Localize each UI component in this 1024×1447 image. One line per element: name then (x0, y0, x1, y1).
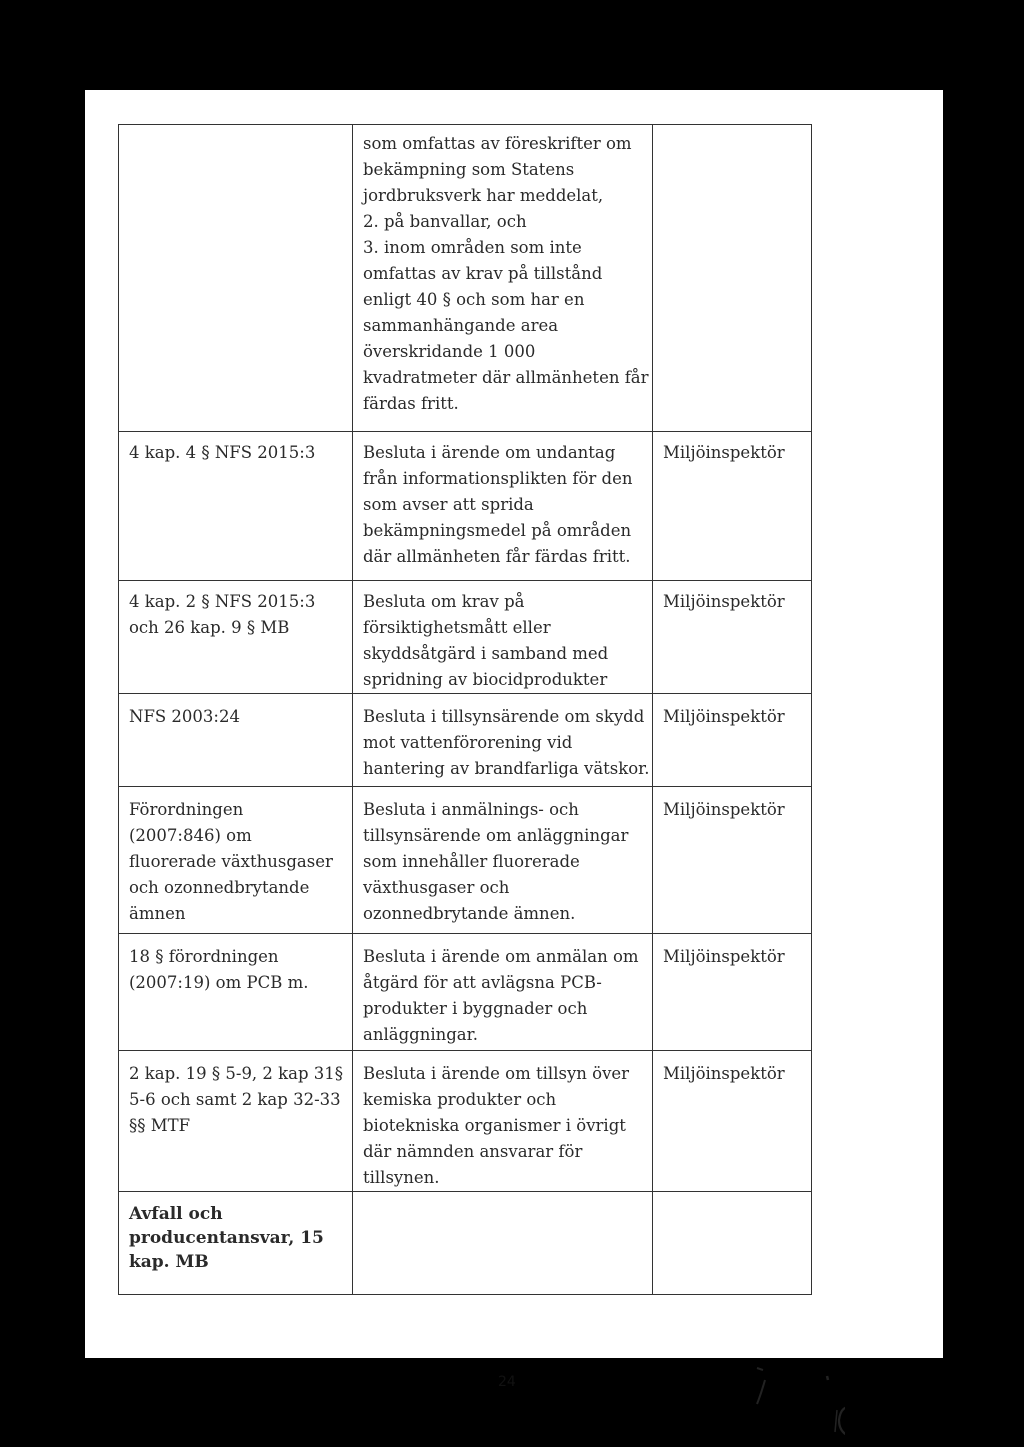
decision-cell: Besluta i ärende om tillsyn över kemiska produkter och biotekniska organismer i övrigt där nämnden ansvarar för tillsynen. (353, 1051, 653, 1192)
decision-cell: Besluta i ärende om anmälan om åtgärd för att avlägsna PCB- produkter i byggnader och anläggningar. (353, 934, 653, 1051)
table-row (119, 934, 812, 1051)
section-heading-cell: Avfall och producentansvar, 15 kap. MB (119, 1192, 353, 1295)
decision-cell (353, 1192, 653, 1295)
decision-cell: Besluta om krav på försiktighetsmått eller skyddsåtgärd i samband med spridning av biocidprodukter (353, 581, 653, 694)
delegate-cell (653, 125, 812, 432)
law-cell: 4 kap. 4 § NFS 2015:3 (119, 432, 353, 581)
delegate-cell: Miljöinspektör (653, 934, 812, 1051)
delegate-cell (653, 1192, 812, 1295)
delegate-cell: Miljöinspektör (653, 581, 812, 694)
law-cell: NFS 2003:24 (119, 694, 353, 787)
table-row (119, 787, 812, 934)
decision-cell: som omfattas av föreskrifter om bekämpning som Statens jordbruksverk har meddelat, 2. på banvallar, och 3. inom områden som inte omfattas av krav på tillstånd enligt 40 § och som har en sammanhängande area överskridande 1 000 kvadratmeter där allmänheten får färdas fritt. (353, 125, 653, 432)
decision-cell: Besluta i tillsynsärende om skydd mot vattenförorening vid hantering av brandfarliga vätskor. (353, 694, 653, 787)
law-cell: 4 kap. 2 § NFS 2015:3 och 26 kap. 9 § MB (119, 581, 353, 694)
decision-cell: Besluta i anmälnings- och tillsynsärende om anläggningar som innehåller fluorerade växthusgaser och ozonnedbrytande ämnen. (353, 787, 653, 934)
table-row (119, 581, 812, 694)
law-cell: Förordningen (2007:846) om fluorerade växthusgaser och ozonnedbrytande ämnen (119, 787, 353, 934)
decision-cell: Besluta i ärende om undantag från informationsplikten för den som avser att sprida bekämpningsmedel på områden där allmänheten får färdas fritt. (353, 432, 653, 581)
law-cell: 18 § förordningen (2007:19) om PCB m. (119, 934, 353, 1051)
table-row (119, 125, 812, 432)
table-row (119, 432, 812, 581)
delegate-cell: Miljöinspektör (653, 432, 812, 581)
table-row (119, 1051, 812, 1192)
handwritten-mark-icon (735, 1360, 845, 1440)
law-cell (119, 125, 353, 432)
table-row (119, 1192, 812, 1295)
law-cell: 2 kap. 19 § 5-9, 2 kap 31§ 5-6 och samt 2 kap 32-33 §§ MTF (119, 1051, 353, 1192)
delegation-table (118, 124, 812, 1295)
delegate-cell: Miljöinspektör (653, 787, 812, 934)
page-number: 24 (498, 1374, 516, 1390)
table-row (119, 694, 812, 787)
delegate-cell: Miljöinspektör (653, 1051, 812, 1192)
delegate-cell: Miljöinspektör (653, 694, 812, 787)
